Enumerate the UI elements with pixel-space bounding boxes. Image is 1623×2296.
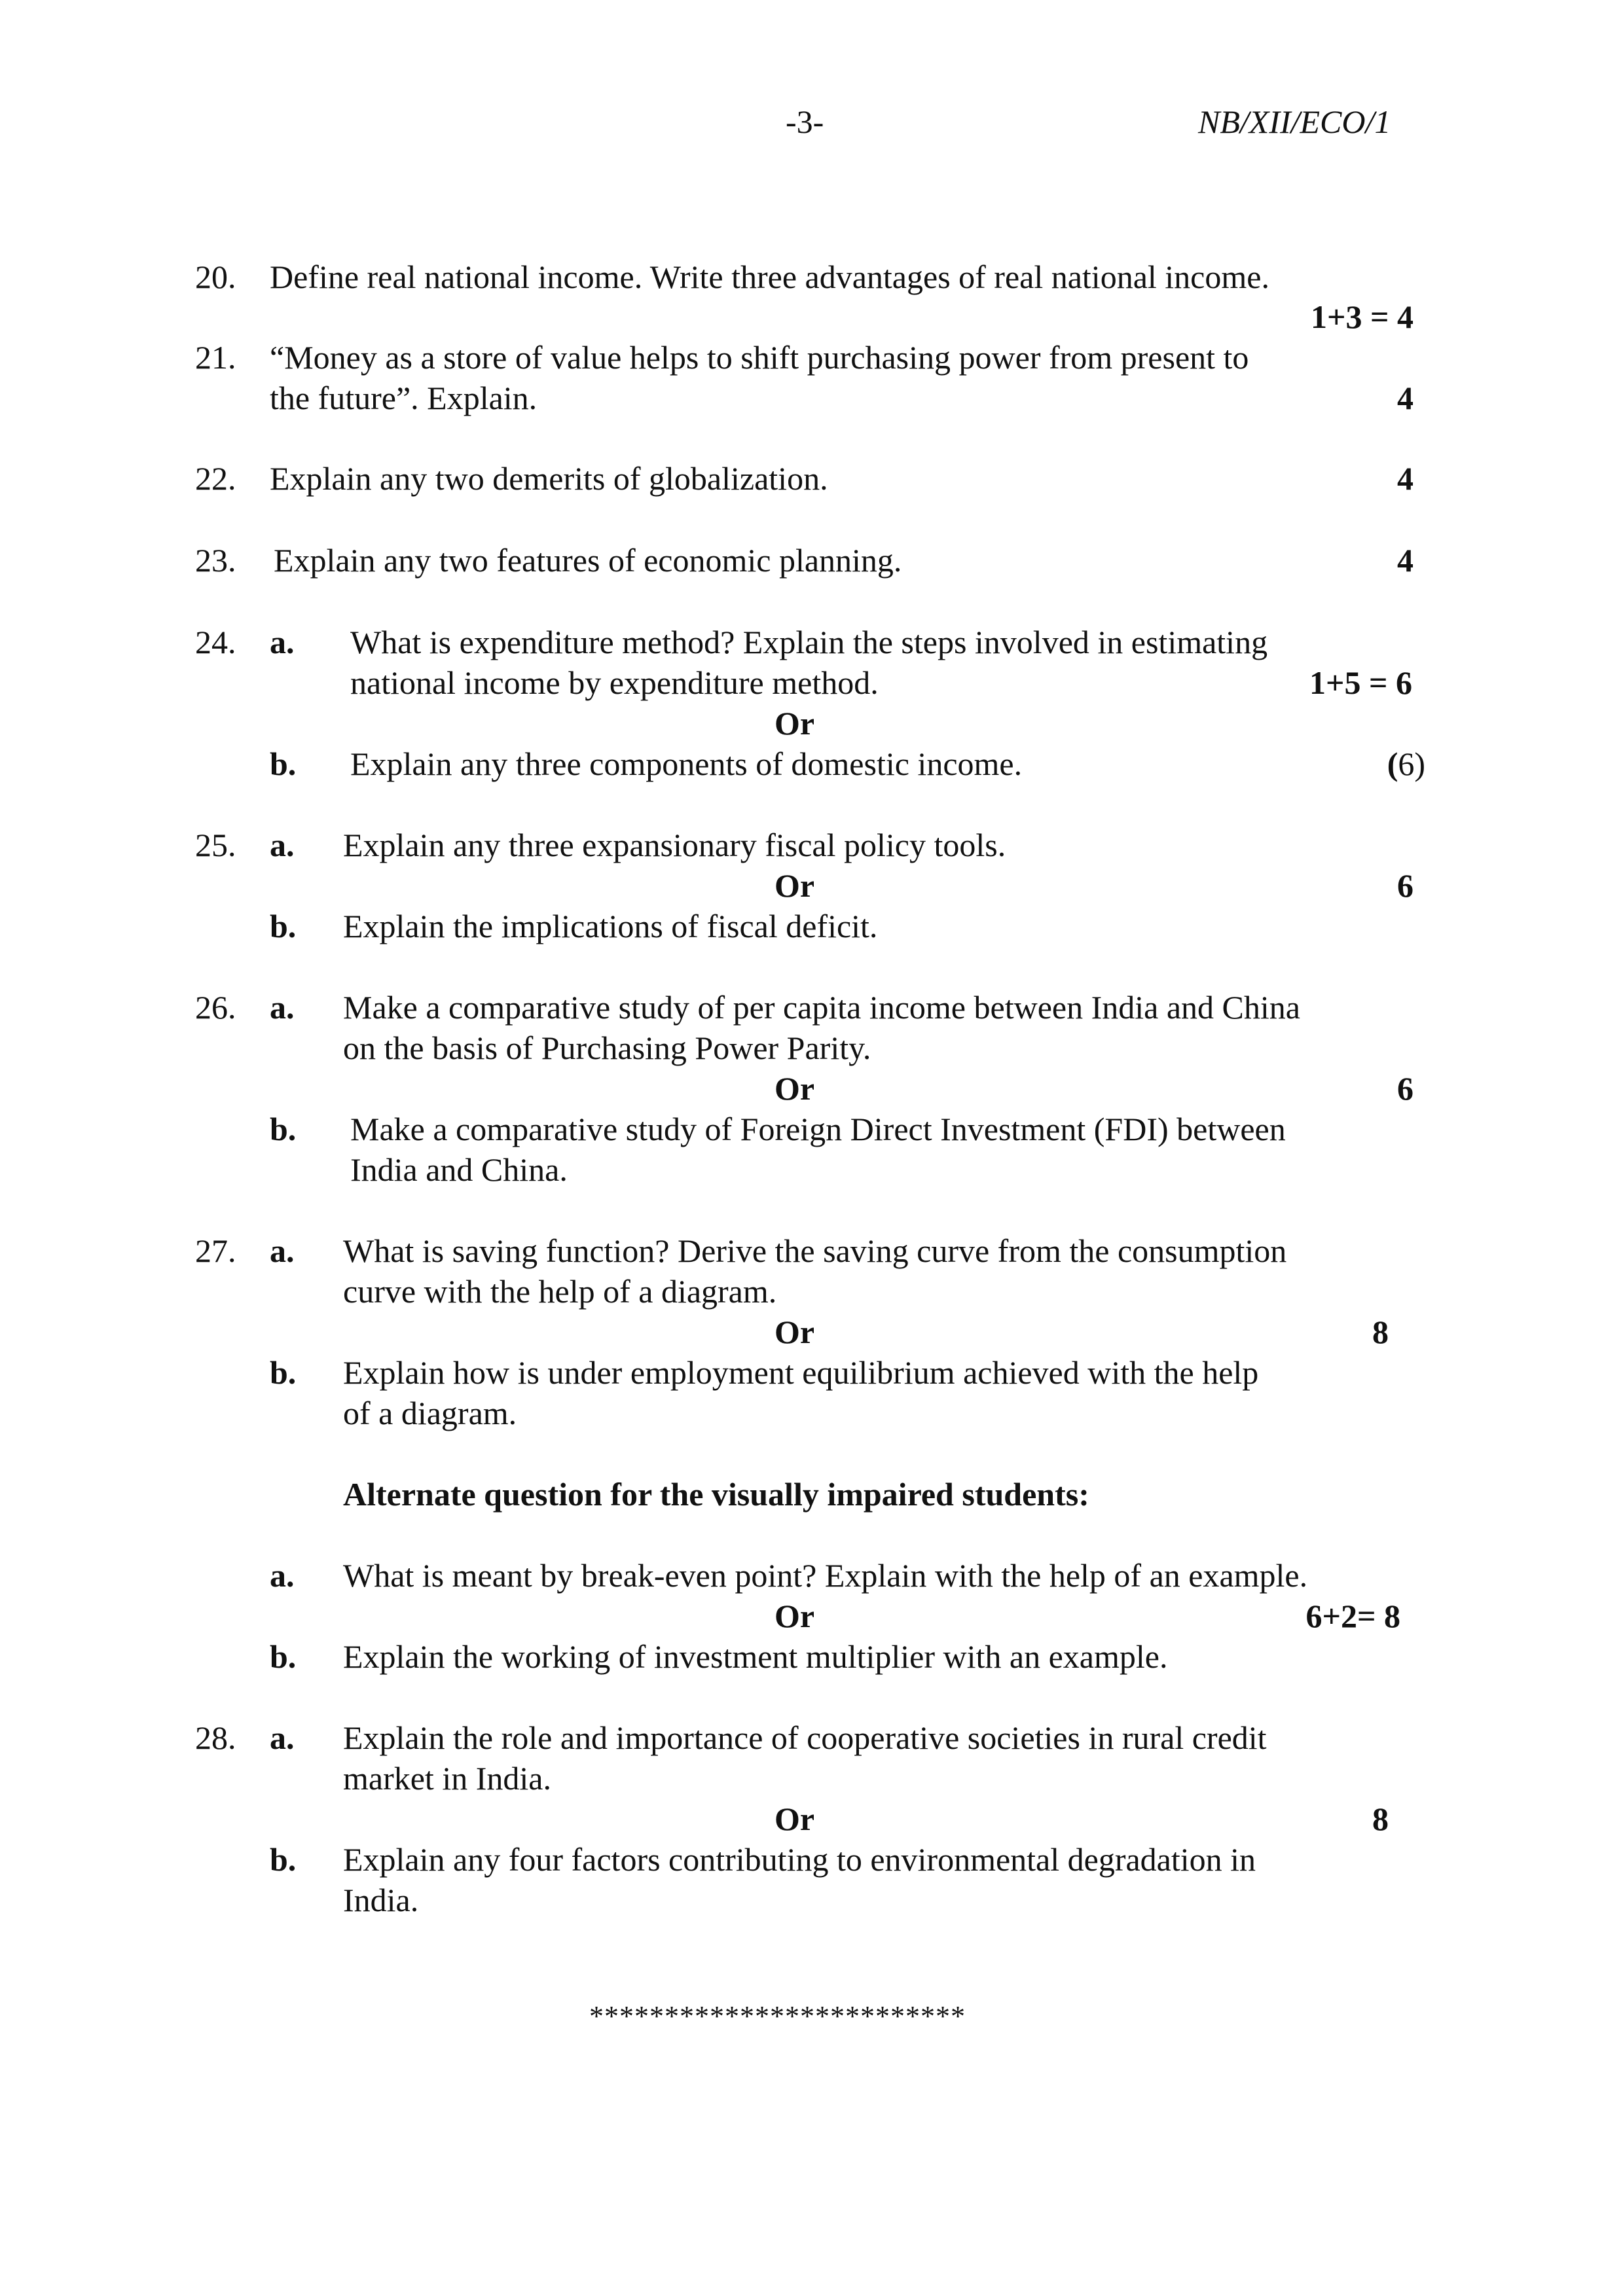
question-text: Make a comparative study of per capita income between India and China <box>343 989 1300 1026</box>
or-separator: Or <box>775 705 815 742</box>
question-text: What is meant by break-even point? Explain with the help of an example. <box>343 1557 1308 1594</box>
question-text: Explain the working of investment multiplier with an example. <box>343 1638 1168 1675</box>
question-text: curve with the help of a diagram. <box>343 1273 777 1310</box>
or-separator: Or <box>775 1598 815 1634</box>
question-number: 28. <box>195 1719 236 1756</box>
or-separator: Or <box>775 867 815 904</box>
marks: 6+2= 8 <box>1305 1598 1400 1634</box>
page-number: -3- <box>786 103 824 140</box>
marks: 8 <box>1372 1801 1389 1837</box>
marks: 4 <box>1397 380 1413 416</box>
question-text: India. <box>343 1882 419 1918</box>
option-label: b. <box>270 1841 297 1878</box>
marks: 4 <box>1397 542 1413 579</box>
question-number: 27. <box>195 1232 236 1269</box>
question-text: national income by expenditure method. <box>350 664 879 701</box>
question-text: Explain the role and importance of cooperative societies in rural credit <box>343 1719 1267 1756</box>
marks: 6 <box>1397 1070 1413 1107</box>
question-text: the future”. Explain. <box>270 380 538 416</box>
marks: 1+3 = 4 <box>1311 298 1413 335</box>
marks: 6 <box>1397 867 1413 904</box>
question-number: 24. <box>195 624 236 660</box>
end-of-paper-stars: ************************* <box>589 2000 966 2032</box>
option-label: b. <box>270 908 297 944</box>
option-label: a. <box>270 989 295 1026</box>
question-text: Explain any four factors contributing to environmental degradation in <box>343 1841 1256 1878</box>
option-label: a. <box>270 1557 295 1594</box>
option-label: b. <box>270 1111 297 1147</box>
option-label: a. <box>270 1719 295 1756</box>
marks: 8 <box>1372 1314 1389 1350</box>
marks: 1+5 = 6 <box>1309 664 1412 701</box>
question-text: Explain any three components of domestic income. <box>350 745 1023 782</box>
question-text: Explain any two features of economic planning. <box>274 542 902 579</box>
question-number: 21. <box>195 339 236 376</box>
or-separator: Or <box>775 1801 815 1837</box>
alternate-heading: Alternate question for the visually impaired students: <box>343 1476 1089 1513</box>
question-number: 23. <box>195 542 236 579</box>
marks <box>1387 744 1425 784</box>
question-text: Explain the implications of fiscal deficit. <box>343 908 878 944</box>
question-text: What is saving function? Derive the saving curve from the consumption <box>343 1232 1287 1269</box>
question-text: market in India. <box>343 1760 551 1797</box>
question-text: “Money as a store of value helps to shift purchasing power from present to <box>270 339 1249 376</box>
option-label: a. <box>270 624 295 660</box>
marks-value: 6) <box>1398 745 1425 782</box>
or-separator: Or <box>775 1314 815 1350</box>
question-text: on the basis of Purchasing Power Parity. <box>343 1030 871 1066</box>
question-text: Explain any three expansionary fiscal policy tools. <box>343 827 1006 863</box>
option-label: b. <box>270 745 297 782</box>
or-separator: Or <box>775 1070 815 1107</box>
option-label: a. <box>270 827 295 863</box>
option-label: b. <box>270 1638 297 1675</box>
question-number: 20. <box>195 259 236 295</box>
marks: 4 <box>1397 460 1413 497</box>
question-number: 26. <box>195 989 236 1026</box>
question-text: Explain how is under employment equilibrium achieved with the help <box>343 1354 1259 1391</box>
question-text: What is expenditure method? Explain the steps involved in estimating <box>350 624 1268 660</box>
question-text: Explain any two demerits of globalization. <box>270 460 828 497</box>
marks-paren: ( <box>1387 745 1398 782</box>
question-text: Define real national income. Write three advantages of real national income. <box>270 259 1269 295</box>
question-text: India and China. <box>350 1151 568 1188</box>
question-number: 25. <box>195 827 236 863</box>
option-label: b. <box>270 1354 297 1391</box>
question-number: 22. <box>195 460 236 497</box>
question-text: of a diagram. <box>343 1395 517 1431</box>
question-text: Make a comparative study of Foreign Direct Investment (FDI) between <box>350 1111 1286 1147</box>
option-label: a. <box>270 1232 295 1269</box>
paper-code: NB/XII/ECO/1 <box>1198 103 1391 140</box>
